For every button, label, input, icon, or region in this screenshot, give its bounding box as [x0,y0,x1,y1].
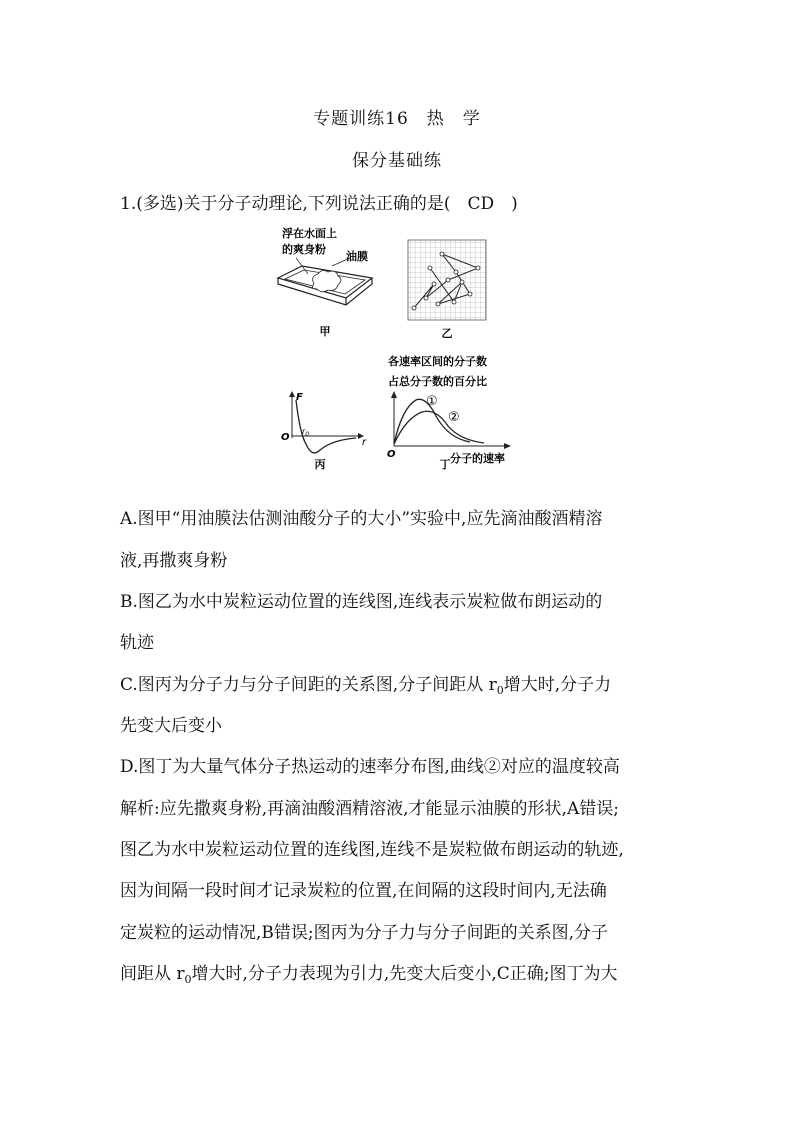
bing-r0: $r_0$ [302,427,310,438]
bing-caption: 丙 [314,458,326,470]
figure-bing [281,391,367,470]
jia-label-powder-1: 浮在水面上 [282,227,337,240]
bing-axis-y: F [296,392,303,403]
option-b-line-1: B.图乙为水中炭粒运动位置的连线图,连线表示炭粒做布朗运动的 [120,592,603,612]
ding-ylabel-2: 占总分子数的百分比 [388,375,487,388]
analysis-line-5: 间距从 $r_0$增大时,分子力表现为引力,先变大后变小,C正确;图丁为大 [120,964,618,986]
section-heading: 保分基础练 [352,151,442,171]
analysis-line-3: 因为间隔一段时间才记录炭粒的位置,在间隔的这段时间内,无法确 [120,881,607,901]
option-d-line-1: D.图丁为大量气体分子热运动的速率分布图,曲线②对应的温度较高 [120,757,620,777]
curve-1-label: ① [426,394,438,409]
jia-label-powder-2: 的爽身粉 [282,243,326,256]
ding-ylabel-1: 各速率区间的分子数 [388,355,487,368]
question-figure [270,222,530,470]
ding-xlabel: 分子的速率 [450,452,505,465]
jia-label-film: 油膜 [346,250,368,263]
yi-caption: 乙 [441,327,453,340]
figure-ding [387,354,511,470]
curve-2-label: ② [448,410,460,425]
bing-origin: O [281,432,290,443]
figure-jia [278,226,372,338]
curve-2 [394,411,484,444]
jia-caption: 甲 [319,325,331,338]
analysis-line-2: 图乙为水中炭粒运动位置的连线图,连线不是炭粒做布朗运动的轨迹, [120,840,624,860]
bing-axis-x: r [362,437,367,448]
option-a-line-1: A.图甲“用油膜法估测油酸分子的大小”实验中,应先滴油酸酒精溶 [120,509,603,529]
ding-origin: O [387,449,396,460]
analysis-line-1: 解析:应先撒爽身粉,再滴油酸酒精溶液,才能显示油膜的形状,A错误; [120,799,619,819]
page-title: 专题训练16 热 学 [313,109,481,129]
option-b-line-2: 轨迹 [120,633,154,653]
figure-yi [408,240,486,340]
option-c-line-2: 先变大后变小 [120,716,222,736]
question-stem: 1.(多选)关于分子动理论,下列说法正确的是( CD ) [120,194,518,214]
analysis-line-4: 定炭粒的运动情况,B错误;图丙为分子力与分子间距的关系图,分子 [120,923,609,943]
option-a-line-2: 液,再撒爽身粉 [120,551,228,571]
option-c-line-1: C.图丙为分子力与分子间距的关系图,分子间距从 $r_0$增大时,分子力 [120,675,612,697]
ding-caption: 丁 [439,458,451,470]
